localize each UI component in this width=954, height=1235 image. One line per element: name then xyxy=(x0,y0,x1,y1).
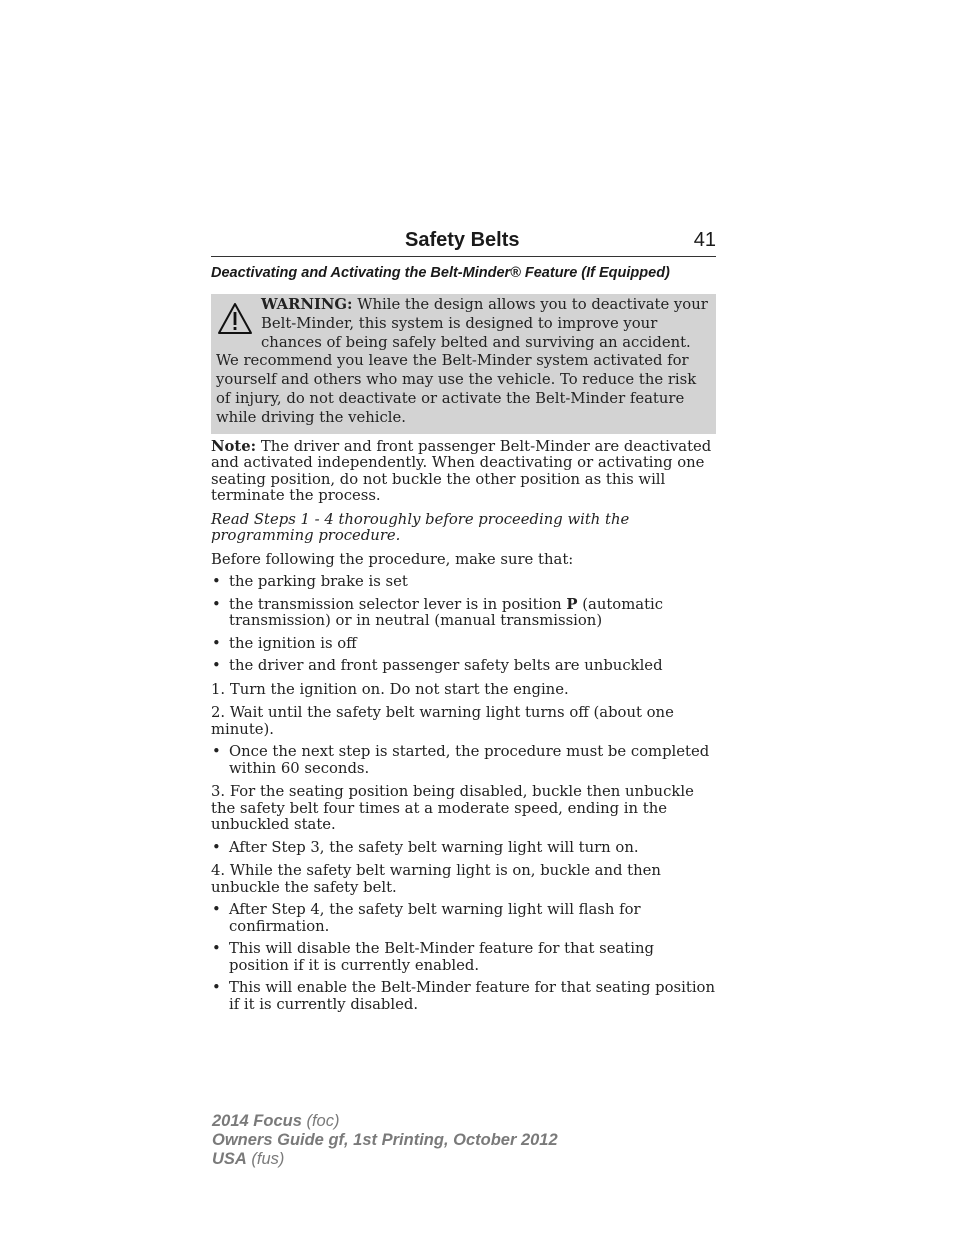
step-4: 4. While the safety belt warning light is on, buckle and then unbuckle the safety belt. xyxy=(211,862,661,896)
gear-position: P xyxy=(566,595,578,613)
step-4-notes xyxy=(211,902,716,1013)
footer-line-3 xyxy=(212,1150,558,1169)
footer-edition: Owners Guide gf, 1st Printing, October 2012 xyxy=(212,1131,558,1149)
list-item: • the ignition is off xyxy=(211,636,716,653)
list-item: • After Step 3, the safety belt warning light will turn on. xyxy=(211,840,716,857)
footer-model: 2014 Focus xyxy=(212,1112,302,1130)
note-label: Note: xyxy=(211,437,257,455)
read-steps-instruction: Read Steps 1 - 4 thoroughly before proceeding with the programming procedure. xyxy=(211,510,630,545)
subheading: Deactivating and Activating the Belt-Minder® Feature (If Equipped) xyxy=(211,265,670,281)
page-header xyxy=(211,229,716,257)
list-item: • After Step 4, the safety belt warning light will flash for confirmation. xyxy=(211,902,716,935)
page-footer xyxy=(212,1112,558,1169)
warning-label: WARNING: xyxy=(261,296,353,313)
list-item-text: the transmission selector lever is in position xyxy=(229,595,567,613)
warning-box xyxy=(211,294,716,434)
footer-line-1 xyxy=(212,1112,558,1131)
page-number: 41 xyxy=(693,229,716,251)
warning-text: While the design allows you to deactivate your Belt-Minder, this system is designed to improve your chances of being safely belted and surviving an accident. We recommend you leave the Belt-Minder system activated for yourself and others who may use the vehicle. To reduce the risk of injury, do not deactivate or activate the Belt-Minder feature while driving the vehicle. xyxy=(216,296,708,426)
step-2-notes xyxy=(211,744,716,777)
footer-market-code: (fus) xyxy=(246,1150,285,1168)
step-3-notes xyxy=(211,840,716,857)
step-1: 1. Turn the ignition on. Do not start the engine. xyxy=(211,680,569,698)
footer-line-2 xyxy=(212,1131,558,1150)
list-item: • the driver and front passenger safety belts are unbuckled xyxy=(211,658,716,675)
checklist xyxy=(211,574,716,675)
list-item: • This will enable the Belt-Minder feature for that seating position if it is currently disabled. xyxy=(211,980,716,1013)
manual-page xyxy=(211,229,716,1013)
step-3: 3. For the seating position being disabled, buckle then unbuckle the safety belt four times at a moderate speed, ending in the unbuckled state. xyxy=(211,783,694,834)
list-item: • the parking brake is set xyxy=(211,574,716,591)
note-text: The driver and front passenger Belt-Minder are deactivated and activated independently. When deactivating or activating one seating position, do not buckle the other position as this will terminate the process. xyxy=(211,437,712,505)
step-2: 2. Wait until the safety belt warning light turns off (about one minute). xyxy=(211,704,674,738)
before-intro: Before following the procedure, make sure that: xyxy=(211,550,574,568)
section-title: Safety Belts xyxy=(405,229,520,251)
list-item-text: (automatic transmission) or in neutral (manual transmission) xyxy=(229,595,664,630)
list-item xyxy=(211,597,716,630)
warning-triangle-icon xyxy=(217,302,253,336)
list-item: • This will disable the Belt-Minder feature for that seating position if it is currently enabled. xyxy=(211,941,716,974)
footer-model-code: (foc) xyxy=(301,1112,340,1130)
list-item: • Once the next step is started, the procedure must be completed within 60 seconds. xyxy=(211,744,716,777)
footer-market: USA xyxy=(212,1150,247,1168)
note-paragraph xyxy=(211,439,716,505)
